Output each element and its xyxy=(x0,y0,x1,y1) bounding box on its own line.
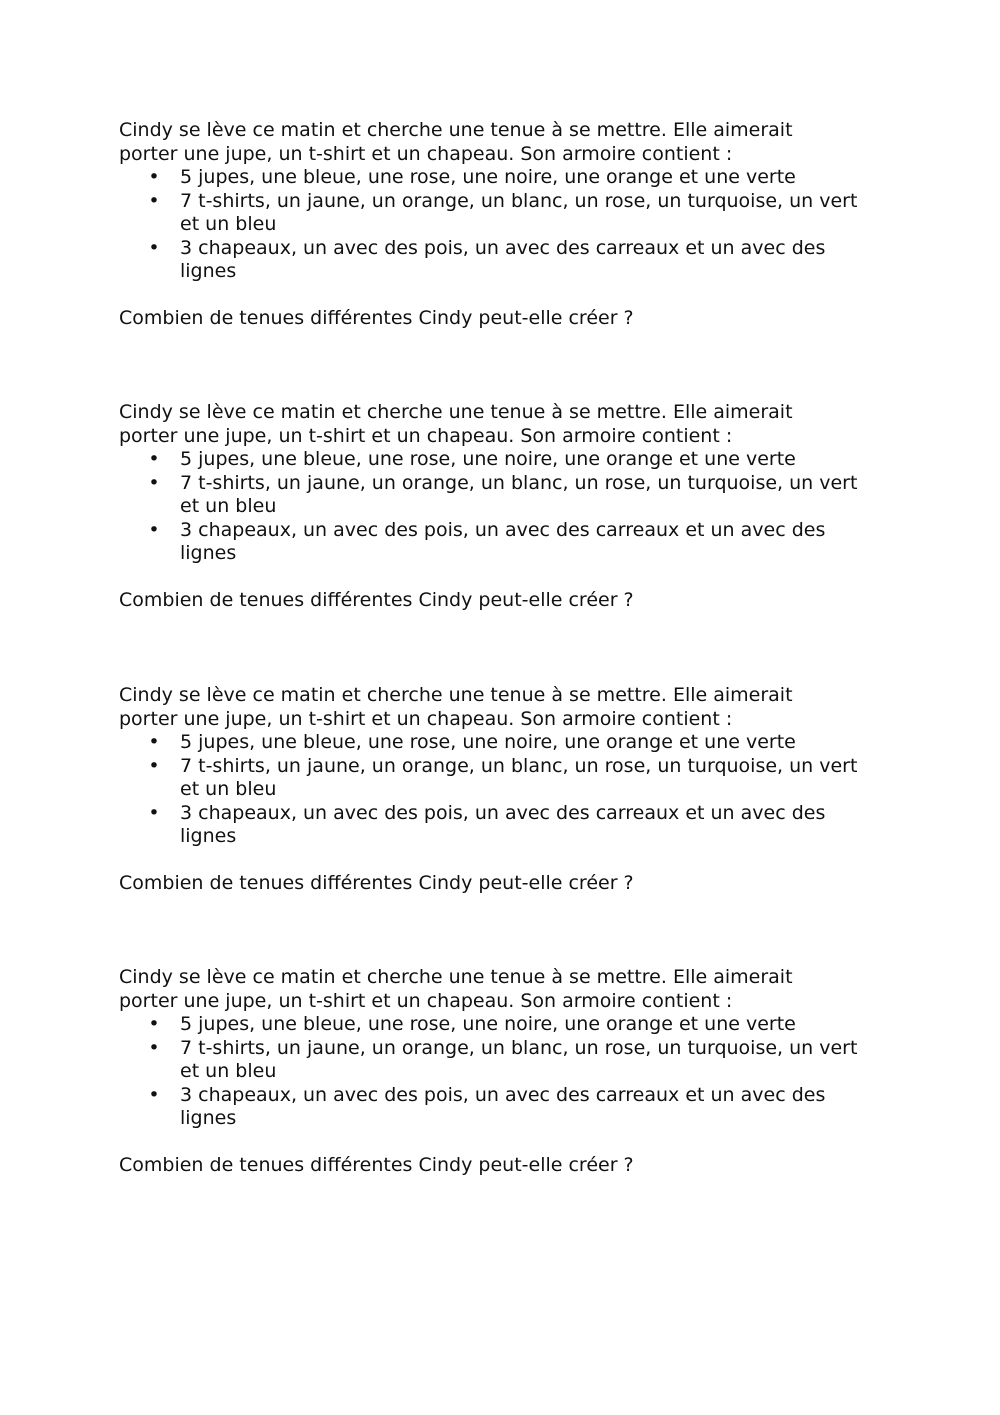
list-item-text: 5 jupes, une bleue, une rose, une noire, une orange et une verte xyxy=(180,448,796,470)
bullet-icon: • xyxy=(148,471,160,494)
list-item-text: 5 jupes, une bleue, une rose, une noire, une orange et une verte xyxy=(180,731,796,753)
list-item xyxy=(119,1037,880,1084)
list-item xyxy=(119,755,880,802)
list-item xyxy=(119,190,880,237)
list-item-text: 7 t-shirts, un jaune, un orange, un blanc, un rose, un turquoise, un vert et un bleu xyxy=(180,471,858,517)
list-item-text: 7 t-shirts, un jaune, un orange, un blanc, un rose, un turquoise, un vert et un bleu xyxy=(180,1036,858,1082)
list-item-text: 3 chapeaux, un avec des pois, un avec des carreaux et un avec des lignes xyxy=(180,518,826,564)
bullet-icon: • xyxy=(148,236,160,259)
bullet-icon: • xyxy=(148,518,160,541)
exercise-block xyxy=(119,966,889,1178)
bullet-icon: • xyxy=(148,754,160,777)
exercise-block xyxy=(119,401,889,613)
exercise-intro: Cindy se lève ce matin et cherche une tenue à se mettre. Elle aimerait porter une jupe, un t-shirt et un chapeau. Son armoire contient : xyxy=(119,966,793,1012)
list-item-text: 5 jupes, une bleue, une rose, une noire, une orange et une verte xyxy=(180,1013,796,1035)
list-item xyxy=(119,448,880,472)
exercise-block xyxy=(119,119,889,331)
list-item-text: 7 t-shirts, un jaune, un orange, un blanc, un rose, un turquoise, un vert et un bleu xyxy=(180,189,858,235)
bullet-icon: • xyxy=(148,448,160,470)
bullet-icon: • xyxy=(148,731,160,753)
exercise-intro: Cindy se lève ce matin et cherche une tenue à se mettre. Elle aimerait porter une jupe, un t-shirt et un chapeau. Son armoire contient : xyxy=(119,401,793,447)
exercise-question: Combien de tenues différentes Cindy peut-elle créer ? xyxy=(119,589,634,611)
bullet-icon: • xyxy=(148,189,160,212)
list-item xyxy=(119,237,880,284)
bullet-icon: • xyxy=(148,166,160,188)
exercise-question: Combien de tenues différentes Cindy peut-elle créer ? xyxy=(119,307,634,329)
exercise-intro: Cindy se lève ce matin et cherche une tenue à se mettre. Elle aimerait porter une jupe, un t-shirt et un chapeau. Son armoire contient : xyxy=(119,684,793,730)
list-item xyxy=(119,166,880,190)
list-item-text: 3 chapeaux, un avec des pois, un avec des carreaux et un avec des lignes xyxy=(180,801,826,847)
bullet-icon: • xyxy=(148,1036,160,1059)
list-item-text: 7 t-shirts, un jaune, un orange, un blanc, un rose, un turquoise, un vert et un bleu xyxy=(180,754,858,800)
wardrobe-list xyxy=(119,731,889,849)
list-item xyxy=(119,731,880,755)
list-item xyxy=(119,1013,880,1037)
wardrobe-list xyxy=(119,448,889,566)
list-item xyxy=(119,802,880,849)
exercise-question: Combien de tenues différentes Cindy peut-elle créer ? xyxy=(119,872,634,894)
bullet-icon: • xyxy=(148,1013,160,1035)
bullet-icon: • xyxy=(148,1083,160,1106)
wardrobe-list xyxy=(119,1013,889,1131)
list-item xyxy=(119,472,880,519)
list-item xyxy=(119,1084,880,1131)
exercise-intro: Cindy se lève ce matin et cherche une tenue à se mettre. Elle aimerait porter une jupe, un t-shirt et un chapeau. Son armoire contient : xyxy=(119,119,793,165)
exercise-question: Combien de tenues différentes Cindy peut-elle créer ? xyxy=(119,1154,634,1176)
list-item-text: 3 chapeaux, un avec des pois, un avec des carreaux et un avec des lignes xyxy=(180,1083,826,1129)
list-item-text: 3 chapeaux, un avec des pois, un avec des carreaux et un avec des lignes xyxy=(180,236,826,282)
exercise-block xyxy=(119,684,889,896)
list-item xyxy=(119,519,880,566)
list-item-text: 5 jupes, une bleue, une rose, une noire, une orange et une verte xyxy=(180,166,796,188)
wardrobe-list xyxy=(119,166,889,284)
bullet-icon: • xyxy=(148,801,160,824)
